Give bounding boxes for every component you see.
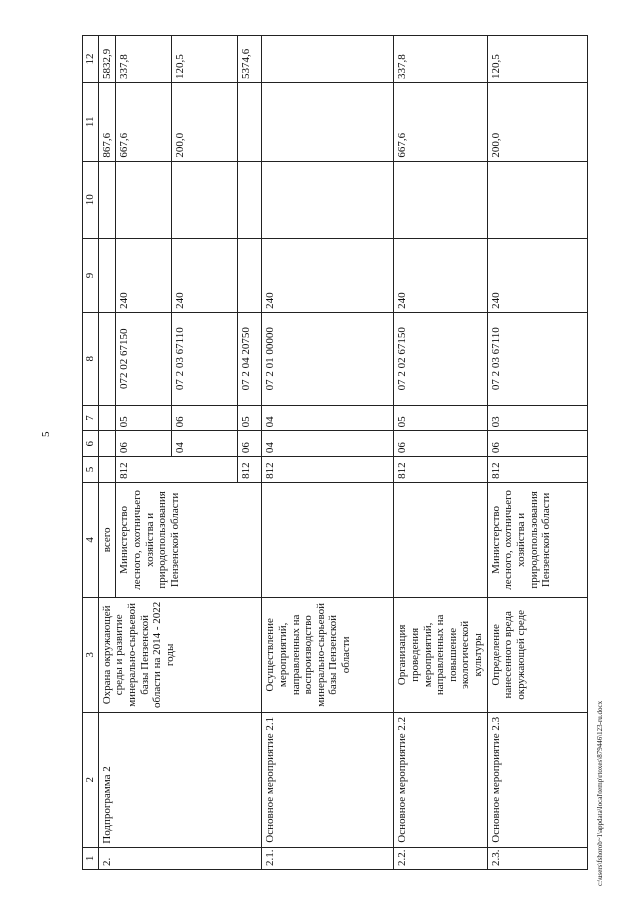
budget-table xyxy=(82,35,588,870)
cell-c7: 04 xyxy=(262,405,394,431)
header-cell: 3 xyxy=(83,597,99,712)
cell-c11 xyxy=(262,83,394,162)
cell-c6: 06 xyxy=(487,431,587,457)
cell-c8: 07 2 02 67150 xyxy=(394,312,487,405)
page-number: 5 xyxy=(40,431,52,437)
cell-c7: 05 xyxy=(238,405,262,431)
cell-c6: 06 xyxy=(116,431,172,457)
cell-c12: 5374,6 xyxy=(238,36,262,83)
cell-c8: 07 2 03 67110 xyxy=(172,312,238,405)
row-title: Определение нанесенного вреда окружающей среде xyxy=(487,597,587,712)
row-title: Организация проведения мероприятий, направленных на повышение экологической культуры xyxy=(394,597,487,712)
ministry-cell: Министерство лесного, охотничьего хозяйства и природопользования Пензенской области xyxy=(116,482,262,597)
cell-c8: 072 02 67150 xyxy=(116,312,172,405)
cell-c11 xyxy=(238,83,262,162)
cell-c12 xyxy=(262,36,394,83)
cell-c5: 812 xyxy=(394,457,487,483)
cell-c12: 337,8 xyxy=(116,36,172,83)
footer-file-path: c:\users\fshorob~1\appdata\local\temp\rtoxes\879446\123-ru.docx xyxy=(596,700,604,886)
row-number: 2. xyxy=(98,847,262,869)
row-title: Охрана окружающей среды и развитие минерально-сырьевой базы Пензенской области на 2014 - 2022 годы xyxy=(98,597,262,712)
cell-c6: 04 xyxy=(262,431,394,457)
cell-c10 xyxy=(172,161,238,238)
cell-c11: 200,0 xyxy=(487,83,587,162)
cell-c9 xyxy=(238,238,262,312)
cell-c5: 812 xyxy=(487,457,587,483)
row-name: Основное мероприятие 2.3 xyxy=(487,712,587,847)
cell-c5: 812 xyxy=(262,457,394,483)
cell-c10 xyxy=(487,161,587,238)
cell-c6: 04 xyxy=(172,431,238,457)
header-cell: 6 xyxy=(83,431,99,457)
table-row xyxy=(98,36,116,870)
table-row xyxy=(487,36,587,870)
cell-c9: 240 xyxy=(262,238,394,312)
cell-c5: 812 xyxy=(238,457,262,483)
ministry-cell xyxy=(262,482,394,597)
row-number: 2.3. xyxy=(487,847,587,869)
cell-c10 xyxy=(394,161,487,238)
header-cell: 2 xyxy=(83,712,99,847)
header-cell: 9 xyxy=(83,238,99,312)
cell-c9: 240 xyxy=(394,238,487,312)
cell-c9: 240 xyxy=(487,238,587,312)
cell-c10 xyxy=(238,161,262,238)
cell-c5 xyxy=(98,457,116,483)
cell-c12: 337,8 xyxy=(394,36,487,83)
cell-c5: 812 xyxy=(116,457,238,483)
row-number: 2.1. xyxy=(262,847,394,869)
cell-c7: 05 xyxy=(116,405,172,431)
header-cell: 12 xyxy=(83,36,99,83)
row-title: Осуществление мероприятий, направленных на воспроизводство минерально-сырьевой базы Пензенской области xyxy=(262,597,394,712)
cell-c10 xyxy=(262,161,394,238)
header-cell: 8 xyxy=(83,312,99,405)
cell-c6: 06 xyxy=(238,431,262,457)
header-row xyxy=(83,36,99,870)
cell-c10 xyxy=(98,161,116,238)
cell-c7: 03 xyxy=(487,405,587,431)
cell-c7: 06 xyxy=(172,405,238,431)
table-row xyxy=(262,36,394,870)
cell-c12: 120,5 xyxy=(172,36,238,83)
table-row xyxy=(394,36,487,870)
ministry-cell: Министерство лесного, охотничьего хозяйства и природопользования Пензенской области xyxy=(487,482,587,597)
cell-c6 xyxy=(98,431,116,457)
cell-c8: 07 2 01 00000 xyxy=(262,312,394,405)
cell-c9: 240 xyxy=(116,238,172,312)
cell-c11: 867,6 xyxy=(98,83,116,162)
header-cell: 11 xyxy=(83,83,99,162)
cell-c7: 05 xyxy=(394,405,487,431)
header-cell: 1 xyxy=(83,847,99,869)
cell-c8 xyxy=(98,312,116,405)
cell-c9 xyxy=(98,238,116,312)
row-name: Основное мероприятие 2.2 xyxy=(394,712,487,847)
total-label: всего xyxy=(98,482,116,597)
rotated-table-container xyxy=(82,35,577,870)
row-name: Подпрограмма 2 xyxy=(98,712,262,847)
cell-c9: 240 xyxy=(172,238,238,312)
cell-c8: 07 2 03 67110 xyxy=(487,312,587,405)
cell-c12: 5832,9 xyxy=(98,36,116,83)
cell-c7 xyxy=(98,405,116,431)
cell-c6: 06 xyxy=(394,431,487,457)
cell-c11: 667,6 xyxy=(394,83,487,162)
cell-c11: 200,0 xyxy=(172,83,238,162)
cell-c12: 120,5 xyxy=(487,36,587,83)
header-cell: 10 xyxy=(83,161,99,238)
header-cell: 5 xyxy=(83,457,99,483)
header-cell: 7 xyxy=(83,405,99,431)
ministry-cell xyxy=(394,482,487,597)
row-number: 2.2. xyxy=(394,847,487,869)
cell-c11: 667,6 xyxy=(116,83,172,162)
row-name: Основное мероприятие 2.1 xyxy=(262,712,394,847)
header-cell: 4 xyxy=(83,482,99,597)
cell-c10 xyxy=(116,161,172,238)
cell-c8: 07 2 04 20750 xyxy=(238,312,262,405)
